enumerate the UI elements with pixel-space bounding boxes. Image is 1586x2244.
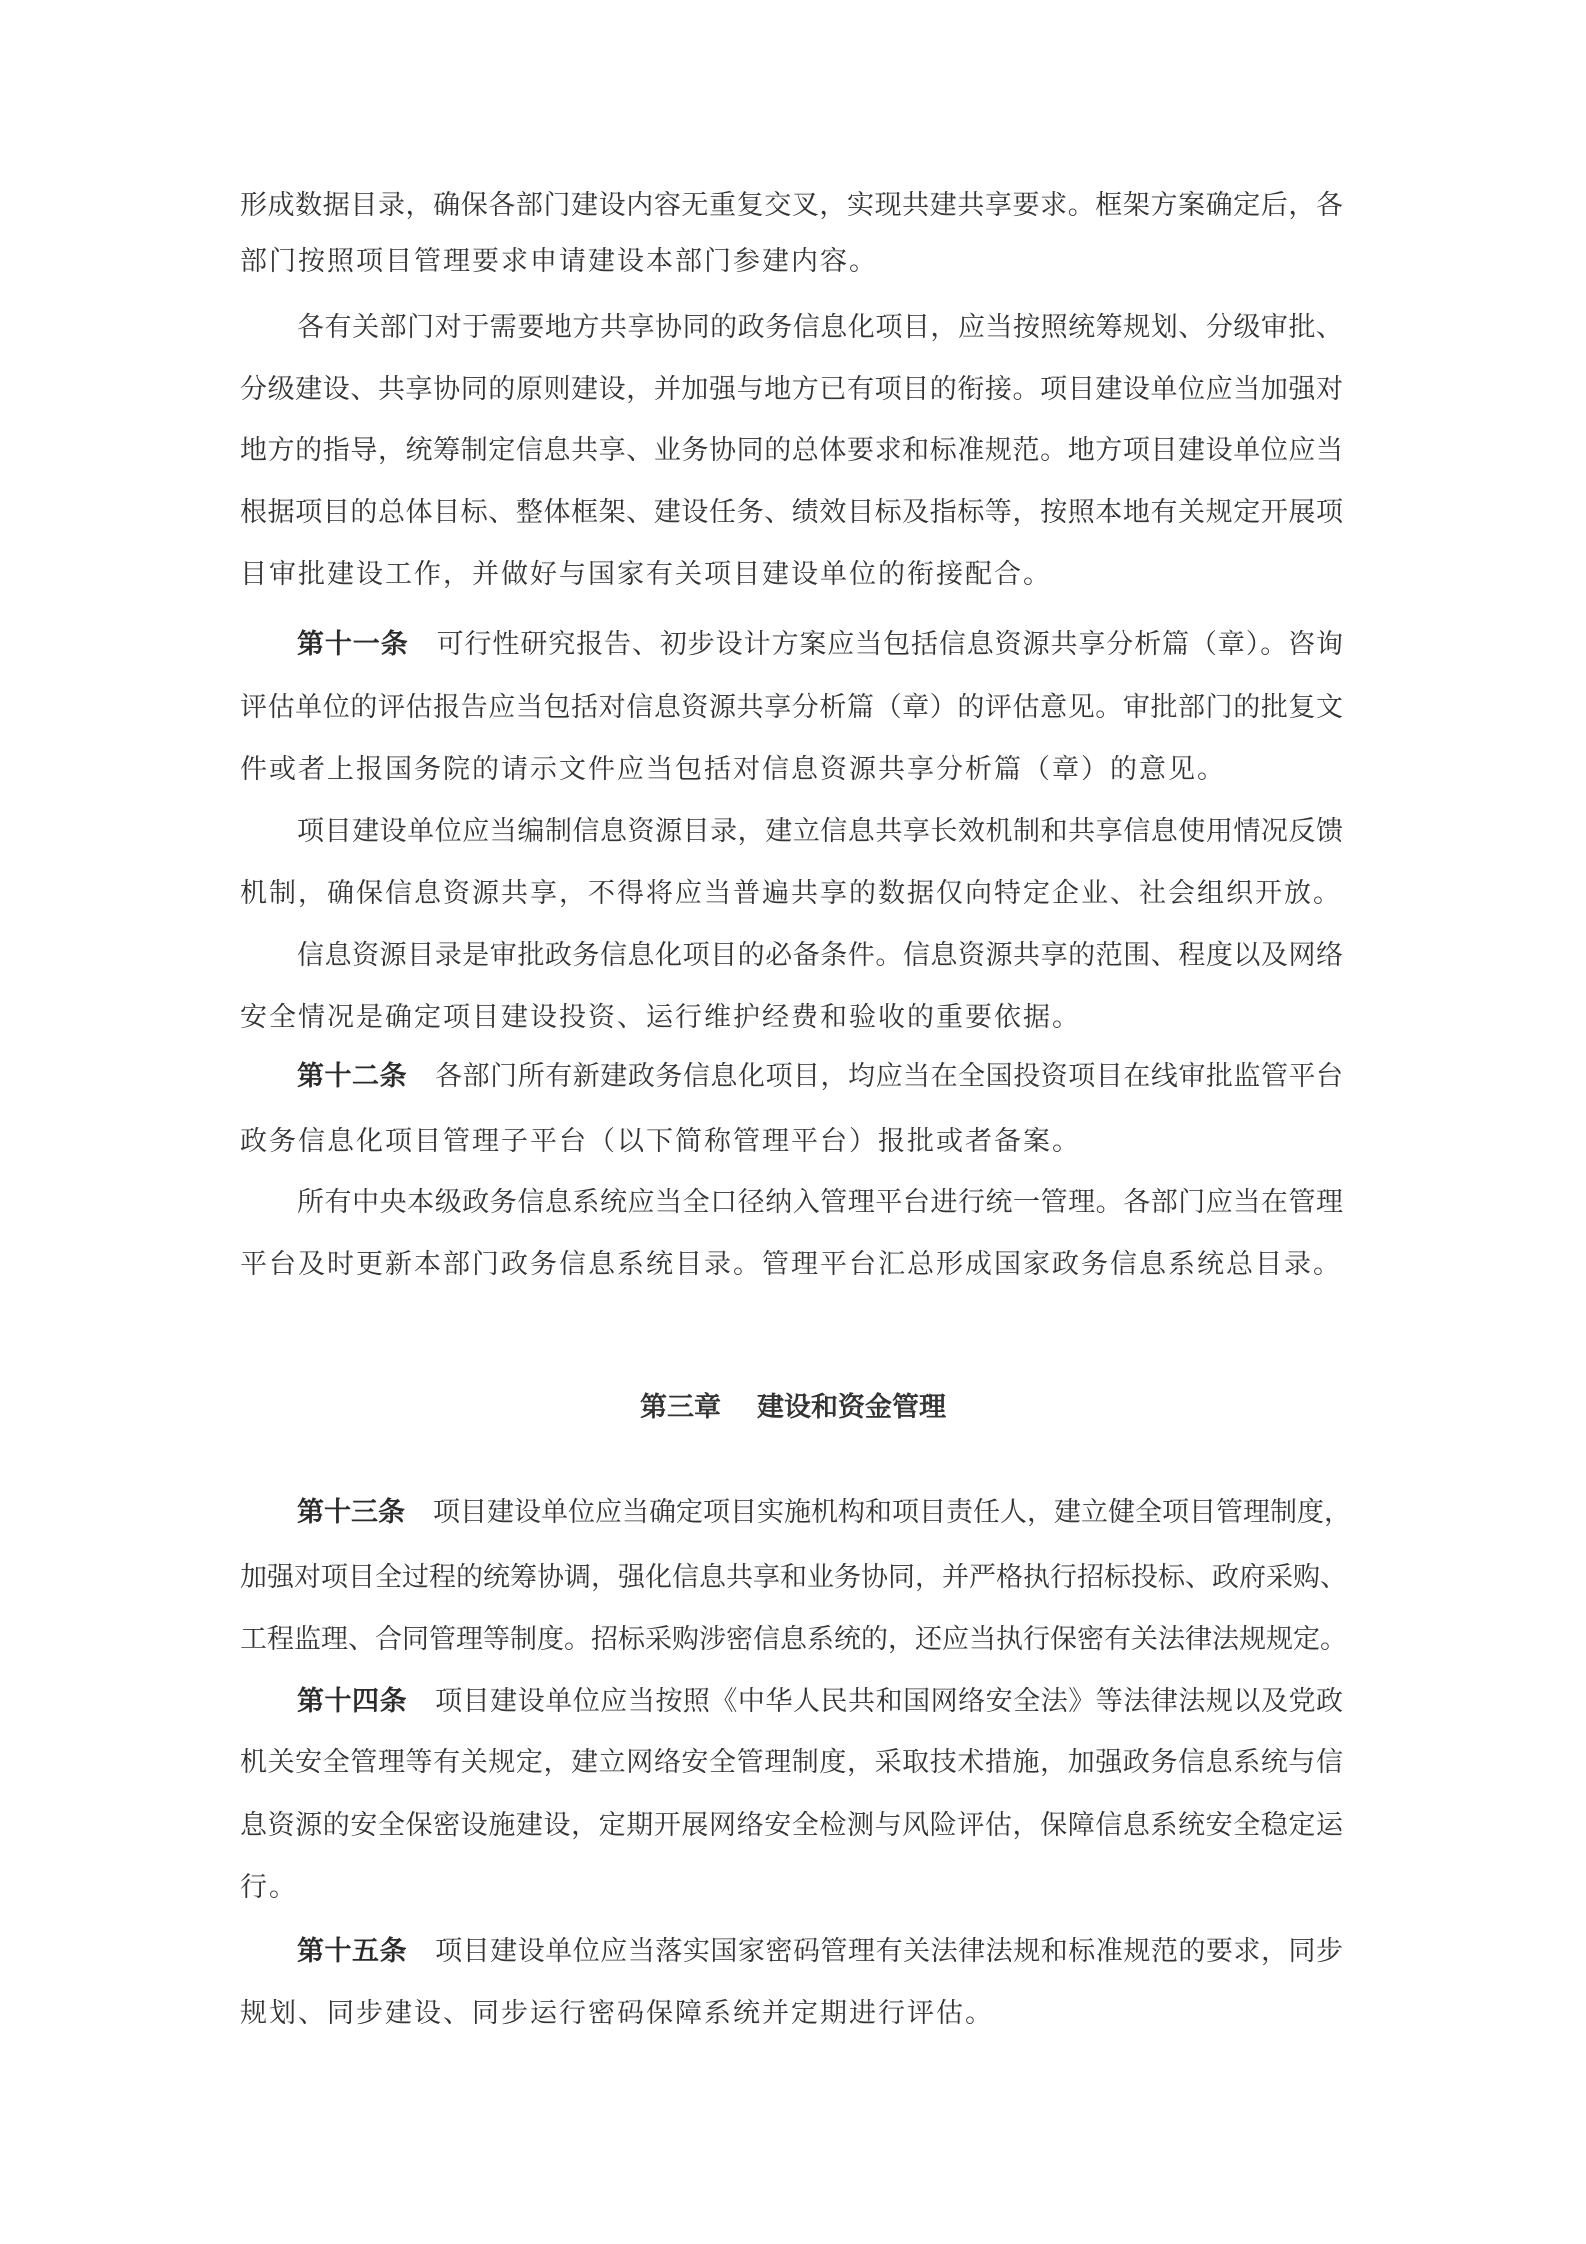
article-line xyxy=(297,1932,1343,1972)
article-line xyxy=(297,1057,1343,1097)
line-text: 行。 xyxy=(240,1872,298,1903)
line-text: 所有中央本级政务信息系统应当全口径纳入管理平台进行统一管理。各部门应当在管理 xyxy=(297,1187,1343,1218)
line-text: 部门按照项目管理要求申请建设本部门参建内容。 xyxy=(240,246,878,277)
chapter-title: 建设和资金管理 xyxy=(757,1392,946,1423)
line-text: 加强对项目全过程的统筹协调，强化信息共享和业务协同，并严格执行招标投标、政府采购、 xyxy=(240,1562,1347,1593)
line-text: 工程监理、合同管理等制度。招标采购涉密信息系统的，还应当执行保密有关法律法规规定。 xyxy=(240,1624,1347,1655)
text-line xyxy=(240,555,1343,595)
line-text: 可行性研究报告、初步设计方案应当包括信息资源共享分析篇（章）。咨询 xyxy=(436,629,1344,660)
chapter-number: 第三章 xyxy=(640,1392,721,1423)
line-text: 机制，确保信息资源共享，不得将应当普遍共享的数据仅向特定企业、社会组织开放。 xyxy=(240,878,1342,909)
line-text: 机关安全管理等有关规定，建立网络安全管理制度，采取技术措施，加强政务信息系统与信 xyxy=(240,1747,1343,1778)
chapter-heading xyxy=(0,1388,1586,1428)
text-line xyxy=(240,431,1343,471)
line-text: 项目建设单位应当确定项目实施机构和项目责任人，建立健全项目管理制度， xyxy=(433,1497,1351,1528)
article-line xyxy=(297,625,1343,665)
line-text: 信息资源目录是审批政务信息化项目的必备条件。信息资源共享的范围、程度以及网络 xyxy=(297,940,1343,971)
article-number: 第十五条 xyxy=(297,1936,408,1967)
line-text: 项目建设单位应当落实国家密码管理有关法律法规和标准规范的要求，同步 xyxy=(435,1936,1344,1967)
text-line xyxy=(240,1743,1343,1783)
line-text: 规划、同步建设、同步运行密码保障系统并定期进行评估。 xyxy=(240,1998,994,2029)
line-text: 各部门所有新建政务信息化项目，均应当在全国投资项目在线审批监管平台 xyxy=(435,1061,1344,1092)
text-line xyxy=(297,308,1343,348)
text-line xyxy=(297,936,1343,976)
text-line xyxy=(240,1620,1347,1660)
text-line xyxy=(240,186,1343,226)
line-text: 政务信息化项目管理子平台（以下简称管理平台）报批或者备案。 xyxy=(240,1126,1081,1157)
line-text: 息资源的安全保密设施建设，定期开展网络安全检测与风险评估，保障信息系统安全稳定运 xyxy=(240,1810,1343,1841)
text-line xyxy=(297,1183,1343,1223)
text-line xyxy=(240,998,1343,1038)
article-line xyxy=(297,1493,1351,1533)
article-number: 第十四条 xyxy=(297,1686,408,1717)
line-text: 平台及时更新本部门政务信息系统目录。管理平台汇总形成国家政务信息系统总目录。 xyxy=(240,1249,1342,1280)
line-text: 分级建设、共享协同的原则建设，并加强与地方已有项目的衔接。项目建设单位应当加强对 xyxy=(240,374,1343,405)
article-line xyxy=(297,1682,1343,1722)
text-line xyxy=(240,1868,1343,1908)
text-line xyxy=(240,1994,1343,2034)
text-line xyxy=(240,750,1343,790)
text-line xyxy=(240,688,1343,728)
text-line xyxy=(240,1806,1343,1846)
line-text: 目审批建设工作，并做好与国家有关项目建设单位的衔接配合。 xyxy=(240,559,1052,590)
line-text: 项目建设单位应当编制信息资源目录，建立信息共享长效机制和共享信息使用情况反馈 xyxy=(297,816,1343,847)
line-text: 项目建设单位应当按照《中华人民共和国网络安全法》等法律法规以及党政 xyxy=(435,1686,1344,1717)
text-line xyxy=(240,493,1343,533)
line-text: 评估单位的评估报告应当包括对信息资源共享分析篇（章）的评估意见。审批部门的批复文 xyxy=(240,692,1343,723)
text-line xyxy=(297,812,1343,852)
line-text: 形成数据目录，确保各部门建设内容无重复交叉，实现共建共享要求。框架方案确定后，各 xyxy=(240,190,1343,221)
article-number: 第十二条 xyxy=(297,1061,408,1092)
article-number: 第十三条 xyxy=(297,1497,405,1528)
line-text: 安全情况是确定项目建设投资、运行维护经费和验收的重要依据。 xyxy=(240,1002,1081,1033)
line-text: 根据项目的总体目标、整体框架、建设任务、绩效目标及指标等，按照本地有关规定开展项 xyxy=(240,497,1343,528)
text-line xyxy=(240,370,1343,410)
line-text: 件或者上报国务院的请示文件应当包括对信息资源共享分析篇（章）的意见。 xyxy=(240,754,1226,785)
text-line xyxy=(240,242,1343,282)
line-text: 地方的指导，统筹制定信息共享、业务协同的总体要求和标准规范。地方项目建设单位应当 xyxy=(240,435,1343,466)
text-line xyxy=(240,1122,1343,1162)
line-text: 各有关部门对于需要地方共享协同的政务信息化项目，应当按照统筹规划、分级审批、 xyxy=(297,312,1343,343)
text-line xyxy=(240,1245,1343,1285)
text-line xyxy=(240,1558,1347,1598)
text-line xyxy=(240,874,1343,914)
article-number: 第十一条 xyxy=(297,629,409,660)
